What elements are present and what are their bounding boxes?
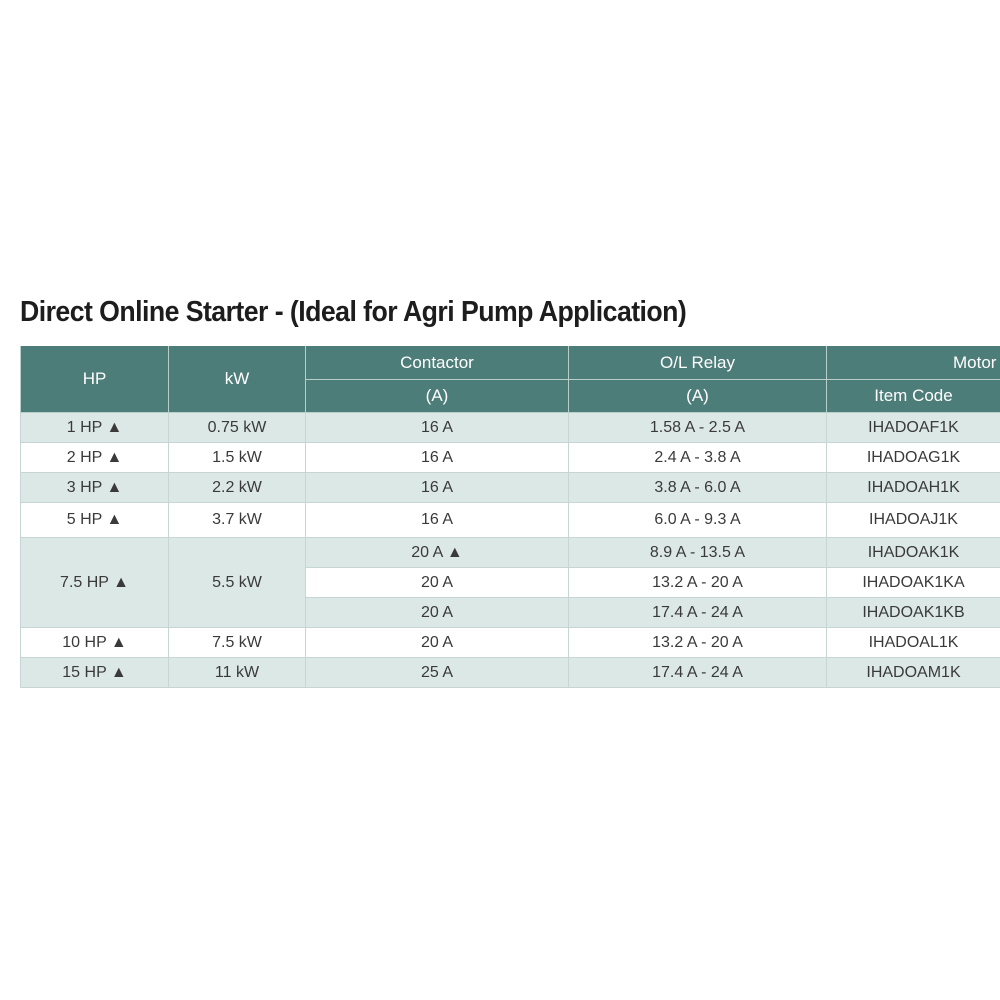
cell-ol-relay: 1.58 A - 2.5 A bbox=[569, 413, 827, 443]
cell-ol-relay: 6.0 A - 9.3 A bbox=[569, 503, 827, 538]
cell-contactor: 16 A bbox=[306, 413, 569, 443]
table-row bbox=[21, 443, 1000, 473]
cell-item-code: IHADOAL1K bbox=[827, 628, 1000, 658]
cell-hp: 1 HP ▲ bbox=[21, 413, 169, 443]
starter-table bbox=[20, 346, 1000, 688]
cell-ol-relay: 2.4 A - 3.8 A bbox=[569, 443, 827, 473]
table-row bbox=[21, 413, 1000, 443]
cell-item-code: IHADOAH1K bbox=[827, 473, 1000, 503]
cell-contactor: 16 A bbox=[306, 473, 569, 503]
starter-table-container bbox=[20, 346, 1000, 694]
cell-ol-relay: 13.2 A - 20 A bbox=[569, 568, 827, 598]
header-ol-relay-unit: (A) bbox=[569, 380, 827, 413]
cell-hp: 5 HP ▲ bbox=[21, 503, 169, 538]
header-contactor-unit: (A) bbox=[306, 380, 569, 413]
cell-item-code: IHADOAK1KB bbox=[827, 598, 1000, 628]
table-row bbox=[21, 628, 1000, 658]
cell-item-code: IHADOAG1K bbox=[827, 443, 1000, 473]
cell-item-code: IHADOAJ1K bbox=[827, 503, 1000, 538]
cell-item-code: IHADOAM1K bbox=[827, 658, 1000, 688]
cell-kw: 11 kW bbox=[169, 658, 306, 688]
cell-hp: 15 HP ▲ bbox=[21, 658, 169, 688]
cell-ol-relay: 17.4 A - 24 A bbox=[569, 598, 827, 628]
table-row bbox=[21, 538, 1000, 568]
cell-contactor: 25 A bbox=[306, 658, 569, 688]
cell-kw: 2.2 kW bbox=[169, 473, 306, 503]
cell-ol-relay: 8.9 A - 13.5 A bbox=[569, 538, 827, 568]
cell-contactor: 20 A bbox=[306, 598, 569, 628]
cell-contactor: 20 A bbox=[306, 568, 569, 598]
cell-contactor: 20 A ▲ bbox=[306, 538, 569, 568]
cell-contactor: 20 A bbox=[306, 628, 569, 658]
cell-contactor: 16 A bbox=[306, 443, 569, 473]
page-title: Direct Online Starter - (Ideal for Agri Pump Application) bbox=[20, 296, 687, 328]
table-row bbox=[21, 658, 1000, 688]
header-hp: HP bbox=[21, 346, 169, 413]
cell-ol-relay: 13.2 A - 20 A bbox=[569, 628, 827, 658]
header-motor: Motor bbox=[827, 346, 1000, 380]
cell-hp: 7.5 HP ▲ bbox=[21, 538, 169, 628]
cell-kw: 1.5 kW bbox=[169, 443, 306, 473]
table-row bbox=[21, 503, 1000, 538]
header-item-code: Item Code bbox=[827, 380, 1000, 413]
cell-contactor: 16 A bbox=[306, 503, 569, 538]
header-ol-relay: O/L Relay bbox=[569, 346, 827, 380]
cell-kw: 7.5 kW bbox=[169, 628, 306, 658]
header-kw: kW bbox=[169, 346, 306, 413]
cell-ol-relay: 3.8 A - 6.0 A bbox=[569, 473, 827, 503]
cell-hp: 2 HP ▲ bbox=[21, 443, 169, 473]
cell-item-code: IHADOAF1K bbox=[827, 413, 1000, 443]
table-row bbox=[21, 473, 1000, 503]
cell-kw: 0.75 kW bbox=[169, 413, 306, 443]
cell-kw: 3.7 kW bbox=[169, 503, 306, 538]
cell-ol-relay: 17.4 A - 24 A bbox=[569, 658, 827, 688]
cell-item-code: IHADOAK1K bbox=[827, 538, 1000, 568]
cell-hp: 3 HP ▲ bbox=[21, 473, 169, 503]
header-contactor: Contactor bbox=[306, 346, 569, 380]
cell-kw: 5.5 kW bbox=[169, 538, 306, 628]
cell-item-code: IHADOAK1KA bbox=[827, 568, 1000, 598]
cell-hp: 10 HP ▲ bbox=[21, 628, 169, 658]
